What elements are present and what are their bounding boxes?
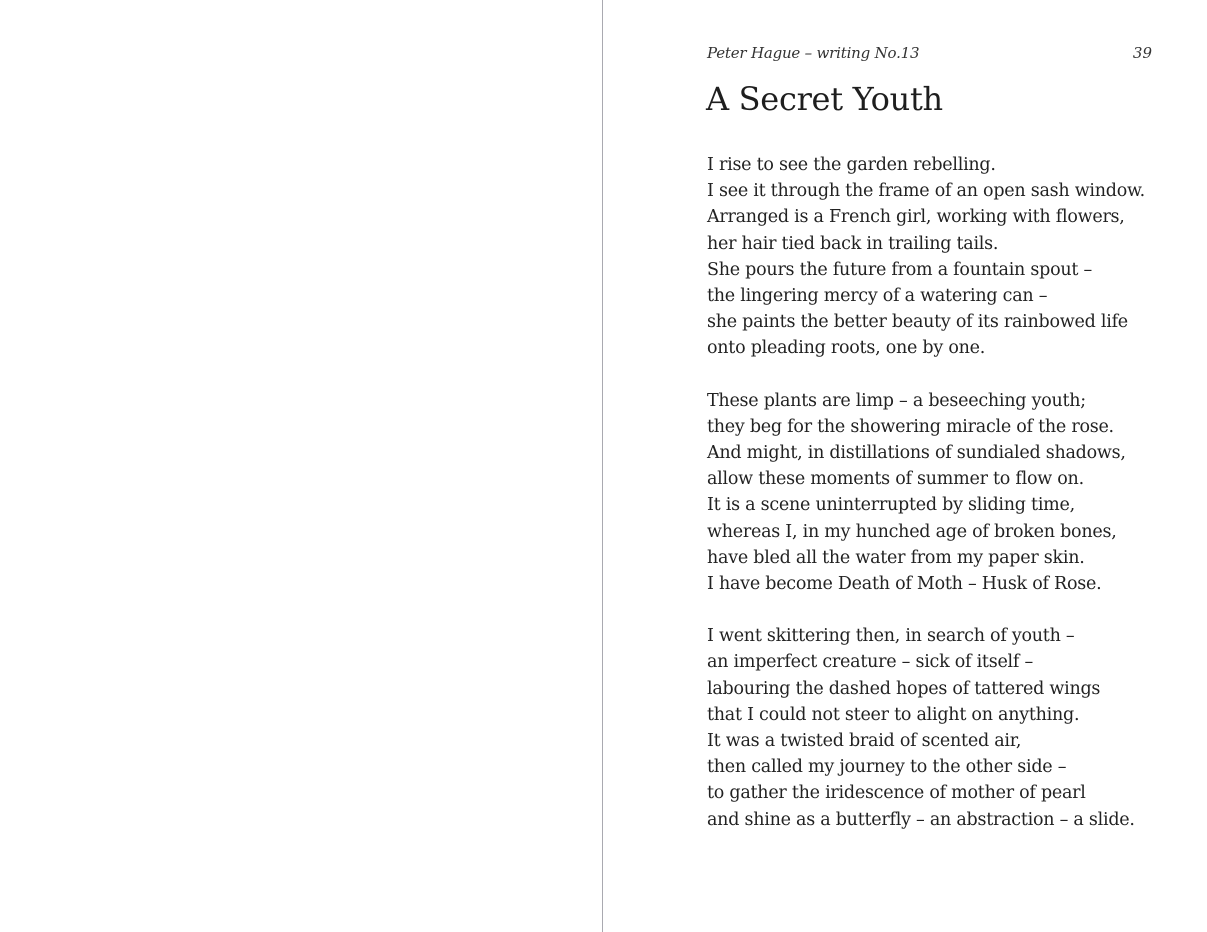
poem-line: she paints the better beauty of its rainbowed life [707, 312, 1128, 333]
poem-line: her hair tied back in trailing tails. [707, 233, 999, 254]
poem-line: onto pleading roots, one by one. [707, 338, 986, 359]
poem-line: have bled all the water from my paper skin. [707, 547, 1085, 568]
left-page [0, 0, 602, 932]
poem-body [707, 152, 1167, 859]
poem-line: I rise to see the garden rebelling. [707, 155, 996, 175]
page-number: 39 [1132, 44, 1152, 62]
poem-line: whereas I, in my hunched age of broken bones, [707, 521, 1117, 542]
running-header: Peter Hague – writing No.13 [707, 44, 920, 62]
poem-line: I have become Death of Moth – Husk of Rose. [707, 574, 1102, 595]
poem-line: they beg for the showering miracle of the rose. [707, 416, 1114, 437]
stanza-3 [707, 623, 1167, 833]
poem-line: that I could not steer to alight on anything. [707, 704, 1080, 725]
right-page [603, 0, 1207, 932]
poem-line: I see it through the frame of an open sash window. [707, 181, 1145, 202]
poem-line: It is a scene uninterrupted by sliding time, [707, 495, 1075, 516]
poem-line: an imperfect creature – sick of itself – [707, 652, 1033, 673]
stanza-1 [707, 152, 1167, 362]
poem-line: It was a twisted braid of scented air, [707, 731, 1022, 752]
poem-line: allow these moments of summer to flow on. [707, 469, 1084, 490]
poem-line: She pours the future from a fountain spout – [707, 259, 1092, 280]
poem-line: I went skittering then, in search of youth – [707, 626, 1075, 647]
poem-line: then called my journey to the other side – [707, 757, 1067, 778]
poem-title: A Secret Youth [706, 80, 943, 118]
poem-line: And might, in distillations of sundialed shadows, [707, 443, 1126, 464]
poem-line: These plants are limp – a beseeching youth; [707, 390, 1086, 411]
poem-line: the lingering mercy of a watering can – [707, 286, 1048, 307]
stanza-2 [707, 388, 1167, 598]
poem-line: labouring the dashed hopes of tattered wings [707, 678, 1101, 699]
poem-line: Arranged is a French girl, working with flowers, [707, 207, 1125, 228]
poem-line: to gather the iridescence of mother of pearl [707, 783, 1086, 804]
poem-line: and shine as a butterfly – an abstraction – a slide. [707, 809, 1135, 830]
